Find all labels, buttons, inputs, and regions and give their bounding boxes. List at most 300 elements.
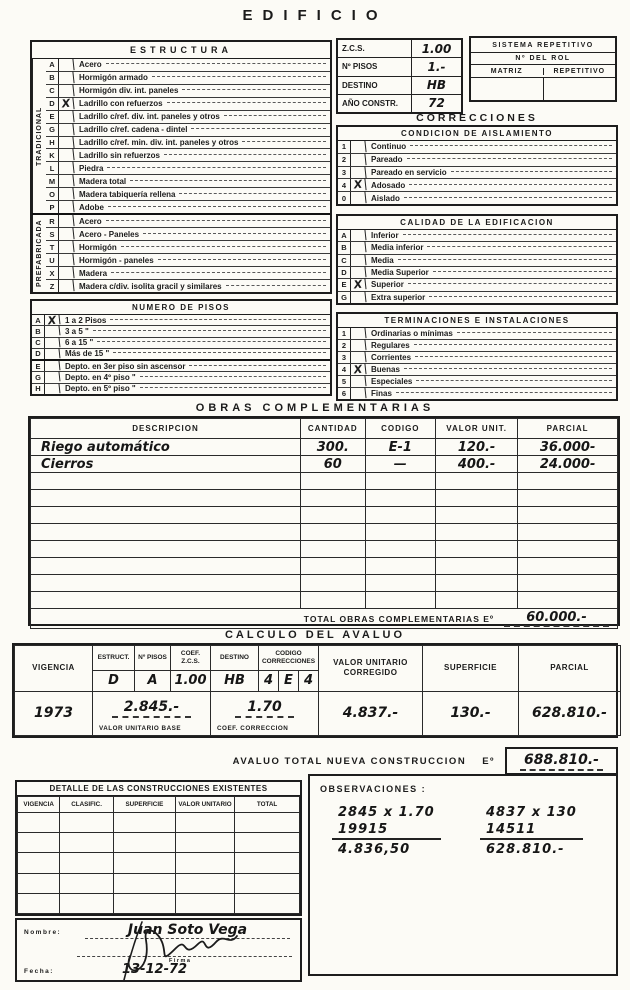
- ficha-label: DESTINO: [338, 77, 412, 94]
- empty-cell: [31, 473, 301, 490]
- empty-cell: [31, 524, 301, 541]
- estructura-groups: [32, 59, 330, 292]
- detalle-empty-row: [18, 833, 300, 853]
- estructura-rows: [46, 59, 330, 213]
- ficha-label: Nº PISOS: [338, 58, 412, 75]
- row-letter: H: [46, 137, 59, 149]
- calc-line: 4.836,50: [338, 842, 411, 857]
- empty-cell: [60, 833, 114, 853]
- code-aislamiento: 4: [263, 673, 274, 689]
- empty-cell: [436, 524, 518, 541]
- row-code: 2: [338, 154, 351, 166]
- col-valor-unit: VALOR UNIT.: [436, 419, 518, 439]
- empty-cell: [301, 541, 366, 558]
- estructura-title: ESTRUCTURA: [32, 42, 330, 59]
- row-code: 5: [338, 376, 351, 387]
- empty-cell: [60, 873, 114, 893]
- pisos-row: [32, 361, 330, 372]
- superficie: 130.-: [423, 691, 519, 736]
- estructura-row: [46, 85, 330, 98]
- estructura-row: [46, 72, 330, 85]
- row-label: Depto. en 3er piso sin ascensor: [60, 361, 330, 371]
- empty-cell: [31, 490, 301, 507]
- row-checkbox: [58, 253, 74, 267]
- sistema-repetitivo-section: [469, 36, 617, 102]
- obras-total-row: [31, 609, 618, 629]
- empty-cell: [518, 575, 618, 592]
- cell-cantidad: 300.: [301, 439, 366, 456]
- caption-coef-correccion: COEF. CORRECCION: [211, 722, 319, 735]
- col-vigencia: VIGENCIA: [15, 646, 93, 692]
- ficha-value: 1.00: [421, 41, 452, 56]
- calidad-row: [338, 292, 616, 303]
- cell-cantidad: 60: [301, 456, 366, 473]
- calidad-section: [336, 214, 618, 305]
- empty-cell: [18, 873, 60, 893]
- codes-correcciones-cell: [259, 670, 319, 691]
- valor-unitario-corregido: 4.837.-: [319, 691, 423, 736]
- terminaciones-row: [338, 376, 616, 388]
- row-checkbox: [58, 110, 74, 123]
- row-checkbox: [45, 348, 61, 360]
- empty-cell: [18, 833, 60, 853]
- estructura-row: [46, 149, 330, 162]
- row-code: G: [338, 292, 351, 303]
- row-checkbox: [350, 291, 366, 304]
- avaluo-total-value: 688.810.-: [520, 752, 603, 771]
- col-descripcion: DESCRIPCION: [31, 419, 301, 439]
- estructura-row: [46, 201, 330, 213]
- ficha-value: 72: [428, 96, 445, 111]
- fecha-label: Fecha:: [24, 968, 54, 975]
- row-label: Acero - Paneles: [74, 228, 330, 240]
- empty-cell: [113, 813, 175, 833]
- row-checkbox: X: [58, 97, 74, 110]
- valor-unitario-base: 2.845.-: [112, 699, 191, 718]
- row-code: 4: [338, 364, 351, 375]
- detalle-table: [17, 796, 300, 914]
- value-base-cell: [93, 691, 211, 722]
- row-checkbox: [350, 254, 366, 267]
- row-label: Hormigón armado: [74, 72, 330, 84]
- calidad-rows: [338, 230, 616, 303]
- obras-heading: OBRAS COMPLEMENTARIAS: [195, 402, 435, 414]
- col-destino: DESTINO: [211, 646, 259, 671]
- row-code: 1: [338, 141, 351, 153]
- aislamiento-row: [338, 167, 616, 180]
- empty-cell: [60, 813, 114, 833]
- row-letter: R: [46, 215, 59, 227]
- empty-cell: [518, 473, 618, 490]
- row-label: Especiales: [366, 376, 616, 387]
- fecha-value: 13-12-72: [122, 962, 188, 977]
- col-clasific: CLASIFIC.: [60, 797, 114, 813]
- col-total: TOTAL: [235, 797, 300, 813]
- row-letter: B: [46, 72, 59, 84]
- row-label: Continuo: [366, 141, 616, 153]
- obras-row: [31, 456, 618, 473]
- empty-cell: [113, 873, 175, 893]
- sistema-title: SISTEMA REPETITIVO: [471, 38, 615, 53]
- detalle-title: DETALLE DE LAS CONSTRUCCIONES EXISTENTES: [17, 782, 300, 796]
- row-checkbox: [58, 71, 74, 84]
- code-coef: 1.00: [171, 670, 211, 691]
- empty-cell: [436, 507, 518, 524]
- row-label: Buenas: [366, 364, 616, 375]
- col-matriz: MATRIZ: [471, 68, 544, 75]
- avaluo-values-row: [15, 691, 621, 722]
- obras-total-cell: [31, 609, 618, 629]
- value-vigencia: 1973: [15, 691, 93, 736]
- code-estruct: D: [93, 670, 135, 691]
- empty-cell: [175, 873, 234, 893]
- col-superficie: SUPERFICIE: [113, 797, 175, 813]
- empty-cell: [365, 541, 435, 558]
- repetitivo-cell: [544, 78, 616, 100]
- row-label: Ladrillo con refuerzos: [74, 98, 330, 110]
- row-code: 0: [338, 192, 351, 204]
- row-checkbox: [350, 242, 366, 255]
- empty-cell: [301, 490, 366, 507]
- row-code: 1: [338, 328, 351, 339]
- row-checkbox: [58, 227, 74, 241]
- row-label: Inferior: [366, 230, 616, 241]
- row-code: E: [338, 279, 351, 290]
- row-label: Madera c/div. isolita gracil y similares: [74, 280, 330, 292]
- parcial: 628.810.-: [519, 691, 621, 736]
- row-letter: O: [46, 188, 59, 200]
- numero-pisos-rows: [32, 315, 330, 394]
- calidad-title: CALIDAD DE LA EDIFICACION: [338, 216, 616, 230]
- calidad-row: [338, 255, 616, 267]
- row-label: Más de 15 ": [60, 349, 330, 359]
- estructura-rows: [46, 215, 330, 292]
- detalle-section: [15, 780, 302, 916]
- row-label: Depto. en 4º piso ": [60, 372, 330, 382]
- empty-cell: [365, 473, 435, 490]
- row-label: Ladrillo sin refuerzos: [74, 149, 330, 161]
- calc-line: 2845 x 1.70: [338, 805, 435, 820]
- row-checkbox: [350, 166, 366, 179]
- row-label: Hormigón: [74, 241, 330, 253]
- empty-cell: [436, 490, 518, 507]
- row-label: Media inferior: [366, 242, 616, 253]
- calc-line: 4837 x 130: [486, 805, 577, 820]
- nombre-label: Nombre:: [24, 929, 62, 936]
- row-label: Adobe: [74, 201, 330, 213]
- obras-table: [30, 418, 618, 629]
- row-letter: E: [32, 361, 45, 371]
- obras-header-row: [31, 419, 618, 439]
- obras-empty-row: [31, 541, 618, 558]
- calidad-row: [338, 267, 616, 279]
- detalle-empty-row: [18, 893, 300, 913]
- cell-valor-unit: 400.-: [436, 456, 518, 473]
- row-checkbox: [58, 58, 74, 71]
- row-label: Corrientes: [366, 352, 616, 363]
- aislamiento-title: CONDICION DE AISLAMIENTO: [338, 127, 616, 141]
- empty-cell: [18, 893, 60, 913]
- empty-cell: [235, 873, 300, 893]
- code-pisos: A: [135, 670, 171, 691]
- calidad-row: [338, 279, 616, 291]
- ficha-section: [336, 38, 463, 114]
- aislamiento-row: [338, 179, 616, 192]
- col-cantidad: CANTIDAD: [301, 419, 366, 439]
- row-label: 6 a 15 ": [60, 338, 330, 348]
- row-checkbox: [58, 200, 74, 213]
- terminaciones-section: [336, 312, 618, 401]
- empty-cell: [235, 853, 300, 873]
- cell-valor-unit: 120.-: [436, 439, 518, 456]
- terminaciones-row: [338, 364, 616, 376]
- ficha-row: [338, 95, 461, 112]
- row-checkbox: [350, 191, 366, 204]
- empty-cell: [518, 524, 618, 541]
- row-checkbox: X: [350, 179, 366, 192]
- obras-empty-row: [31, 592, 618, 609]
- obras-empty-row: [31, 473, 618, 490]
- row-letter: B: [32, 326, 45, 336]
- estructura-row: [46, 124, 330, 137]
- terminaciones-row: [338, 388, 616, 399]
- obras-row: [31, 439, 618, 456]
- row-label: Superior: [366, 279, 616, 290]
- estructura-row: [46, 59, 330, 72]
- empty-cell: [60, 893, 114, 913]
- obras-total: [31, 610, 617, 627]
- obras-total-label: TOTAL OBRAS COMPLEMENTARIAS Eº: [303, 613, 494, 624]
- signature-icon: [112, 920, 262, 982]
- empty-cell: [518, 592, 618, 609]
- row-letter: C: [32, 338, 45, 348]
- empty-cell: [301, 473, 366, 490]
- row-checkbox: [58, 240, 74, 254]
- row-checkbox: [58, 162, 74, 175]
- row-letter: T: [46, 241, 59, 253]
- row-checkbox: [45, 337, 61, 349]
- estructura-row: [46, 254, 330, 267]
- observaciones-calc-right: [480, 804, 583, 858]
- observaciones-calc-left: [332, 804, 441, 858]
- obras-empty-row: [31, 490, 618, 507]
- row-label: Finas: [366, 388, 616, 399]
- empty-cell: [31, 575, 301, 592]
- row-label: 3 a 5 ": [60, 326, 330, 336]
- row-label: Hormigón div. int. paneles: [74, 85, 330, 97]
- empty-cell: [175, 853, 234, 873]
- row-letter: D: [32, 349, 45, 359]
- empty-cell: [365, 524, 435, 541]
- row-code: A: [338, 230, 351, 241]
- sistema-empty-cells: [471, 78, 615, 100]
- row-label: Regulares: [366, 340, 616, 351]
- empty-cell: [113, 833, 175, 853]
- empty-cell: [113, 893, 175, 913]
- empty-cell: [436, 575, 518, 592]
- value-coef-cell: [211, 691, 319, 722]
- avaluo-total-label: AVALUO TOTAL NUEVA CONSTRUCCION: [232, 756, 467, 767]
- ficha-row: [338, 58, 461, 76]
- estructura-group-tradicional: [32, 59, 330, 215]
- caption-valor-base: VALOR UNITARIO BASE: [93, 722, 211, 735]
- estructura-row: [46, 280, 330, 292]
- row-label: Adosado: [366, 179, 616, 191]
- row-label: Pareado: [366, 154, 616, 166]
- empty-cell: [518, 541, 618, 558]
- cell-codigo: E-1: [365, 439, 435, 456]
- row-letter: K: [46, 149, 59, 161]
- empty-cell: [235, 893, 300, 913]
- cell-parcial: 36.000-: [518, 439, 618, 456]
- detalle-empty-row: [18, 853, 300, 873]
- empty-cell: [60, 853, 114, 873]
- empty-cell: [235, 813, 300, 833]
- obras-empty-row: [31, 507, 618, 524]
- row-label: Pareado en servicio: [366, 167, 616, 179]
- empty-cell: [436, 592, 518, 609]
- avaluo-total-box: [505, 747, 618, 775]
- col-parcial: PARCIAL: [519, 646, 621, 692]
- empty-cell: [365, 490, 435, 507]
- avaluo-header-row-1: [15, 646, 621, 671]
- numero-pisos-section: [30, 299, 332, 396]
- col-valor-unitario: VALOR UNITARIO: [175, 797, 234, 813]
- estructura-row: [46, 98, 330, 111]
- row-label: Media Superior: [366, 267, 616, 278]
- avaluo-section: [12, 643, 618, 738]
- row-checkbox: [58, 123, 74, 136]
- row-letter: C: [46, 85, 59, 97]
- empty-cell: [518, 490, 618, 507]
- estructura-row: [46, 162, 330, 175]
- row-label: Aislado: [366, 192, 616, 204]
- row-letter: A: [46, 59, 59, 71]
- obras-empty-row: [31, 524, 618, 541]
- observaciones-title: OBSERVACIONES :: [320, 784, 427, 794]
- empty-cell: [365, 507, 435, 524]
- row-checkbox: [350, 387, 366, 400]
- empty-cell: [18, 853, 60, 873]
- row-code: B: [338, 242, 351, 253]
- ficha-value: HB: [426, 78, 447, 93]
- row-letter: D: [46, 98, 59, 110]
- obras-empty-row: [31, 575, 618, 592]
- row-label: Ordinarias o mínimas: [366, 328, 616, 339]
- code-calidad: E: [278, 671, 298, 691]
- row-label: Hormigón - paneles: [74, 254, 330, 266]
- estructura-row: [46, 188, 330, 201]
- aislamiento-section: [336, 125, 618, 206]
- obras-section: [28, 416, 620, 626]
- empty-cell: [18, 813, 60, 833]
- row-checkbox: [350, 140, 366, 153]
- row-checkbox: [350, 375, 366, 388]
- obras-total-value: 60.000.-: [504, 610, 609, 627]
- empty-cell: [365, 592, 435, 609]
- row-checkbox: [350, 153, 366, 166]
- codes-correcciones: [259, 671, 318, 691]
- avaluo-total-currency: Eº: [482, 756, 495, 767]
- estructura-row: [46, 241, 330, 254]
- estructura-row: [46, 111, 330, 124]
- empty-cell: [31, 507, 301, 524]
- detalle-empty-row: [18, 873, 300, 893]
- row-letter: L: [46, 162, 59, 174]
- row-checkbox: [58, 187, 74, 200]
- empty-cell: [175, 893, 234, 913]
- group-label-tradicional: TRADICIONAL: [32, 59, 46, 213]
- cell-descripcion: Cierros: [31, 456, 301, 473]
- row-letter: A: [32, 315, 45, 325]
- row-checkbox: [58, 266, 74, 280]
- col-valor-corregido: VALOR UNITARIO CORREGIDO: [319, 646, 423, 692]
- avaluo-total-line: [150, 756, 495, 767]
- row-code: 2: [338, 340, 351, 351]
- sistema-subtitle: Nº DEL ROL: [471, 53, 615, 65]
- row-checkbox: [58, 149, 74, 162]
- empty-cell: [518, 558, 618, 575]
- observaciones-section: [308, 774, 618, 976]
- empty-cell: [235, 833, 300, 853]
- page-title: EDIFICIO: [242, 7, 388, 24]
- pisos-row: [32, 338, 330, 349]
- row-code: C: [338, 255, 351, 266]
- ficha-value: 1.-: [427, 59, 446, 74]
- empty-cell: [365, 558, 435, 575]
- row-label: Madera: [74, 267, 330, 279]
- numero-pisos-title: NUMERO DE PISOS: [32, 301, 330, 315]
- col-superficie: SUPERFICIE: [423, 646, 519, 692]
- empty-cell: [175, 833, 234, 853]
- col-codigos: CODIGO CORRECCIONES: [259, 646, 319, 671]
- detalle-empty-row: [18, 813, 300, 833]
- empty-cell: [436, 541, 518, 558]
- pisos-row: [32, 315, 330, 326]
- empty-cell: [301, 524, 366, 541]
- estructura-row: [46, 228, 330, 241]
- col-codigo: CODIGO: [365, 419, 435, 439]
- avaluo-table: [14, 645, 621, 736]
- aislamiento-row: [338, 141, 616, 154]
- empty-cell: [31, 592, 301, 609]
- ficha-label: Z.C.S.: [338, 40, 412, 57]
- empty-cell: [301, 592, 366, 609]
- avaluo-heading: CALCULO DEL AVALUO: [224, 629, 406, 641]
- pisos-row: [32, 372, 330, 383]
- row-letter: H: [32, 384, 45, 394]
- empty-cell: [31, 541, 301, 558]
- row-checkbox: [45, 326, 61, 338]
- row-checkbox: X: [350, 279, 366, 292]
- col-coef-zcs: COEF. Z.C.S.: [171, 646, 211, 671]
- estructura-section: [30, 40, 332, 294]
- detalle-header-row: [18, 797, 300, 813]
- col-vigencia: VIGENCIA: [18, 797, 60, 813]
- row-label: Media: [366, 255, 616, 266]
- row-letter: Z: [46, 280, 59, 292]
- ficha-row: [338, 77, 461, 95]
- empty-cell: [518, 507, 618, 524]
- empty-cell: [436, 558, 518, 575]
- pisos-row: [32, 384, 330, 394]
- row-label: Depto. en 5º piso ": [60, 384, 330, 394]
- row-letter: P: [46, 201, 59, 213]
- terminaciones-row: [338, 328, 616, 340]
- empty-cell: [436, 473, 518, 490]
- row-code: D: [338, 267, 351, 278]
- nombre-value: Juan Soto Vega: [85, 922, 290, 939]
